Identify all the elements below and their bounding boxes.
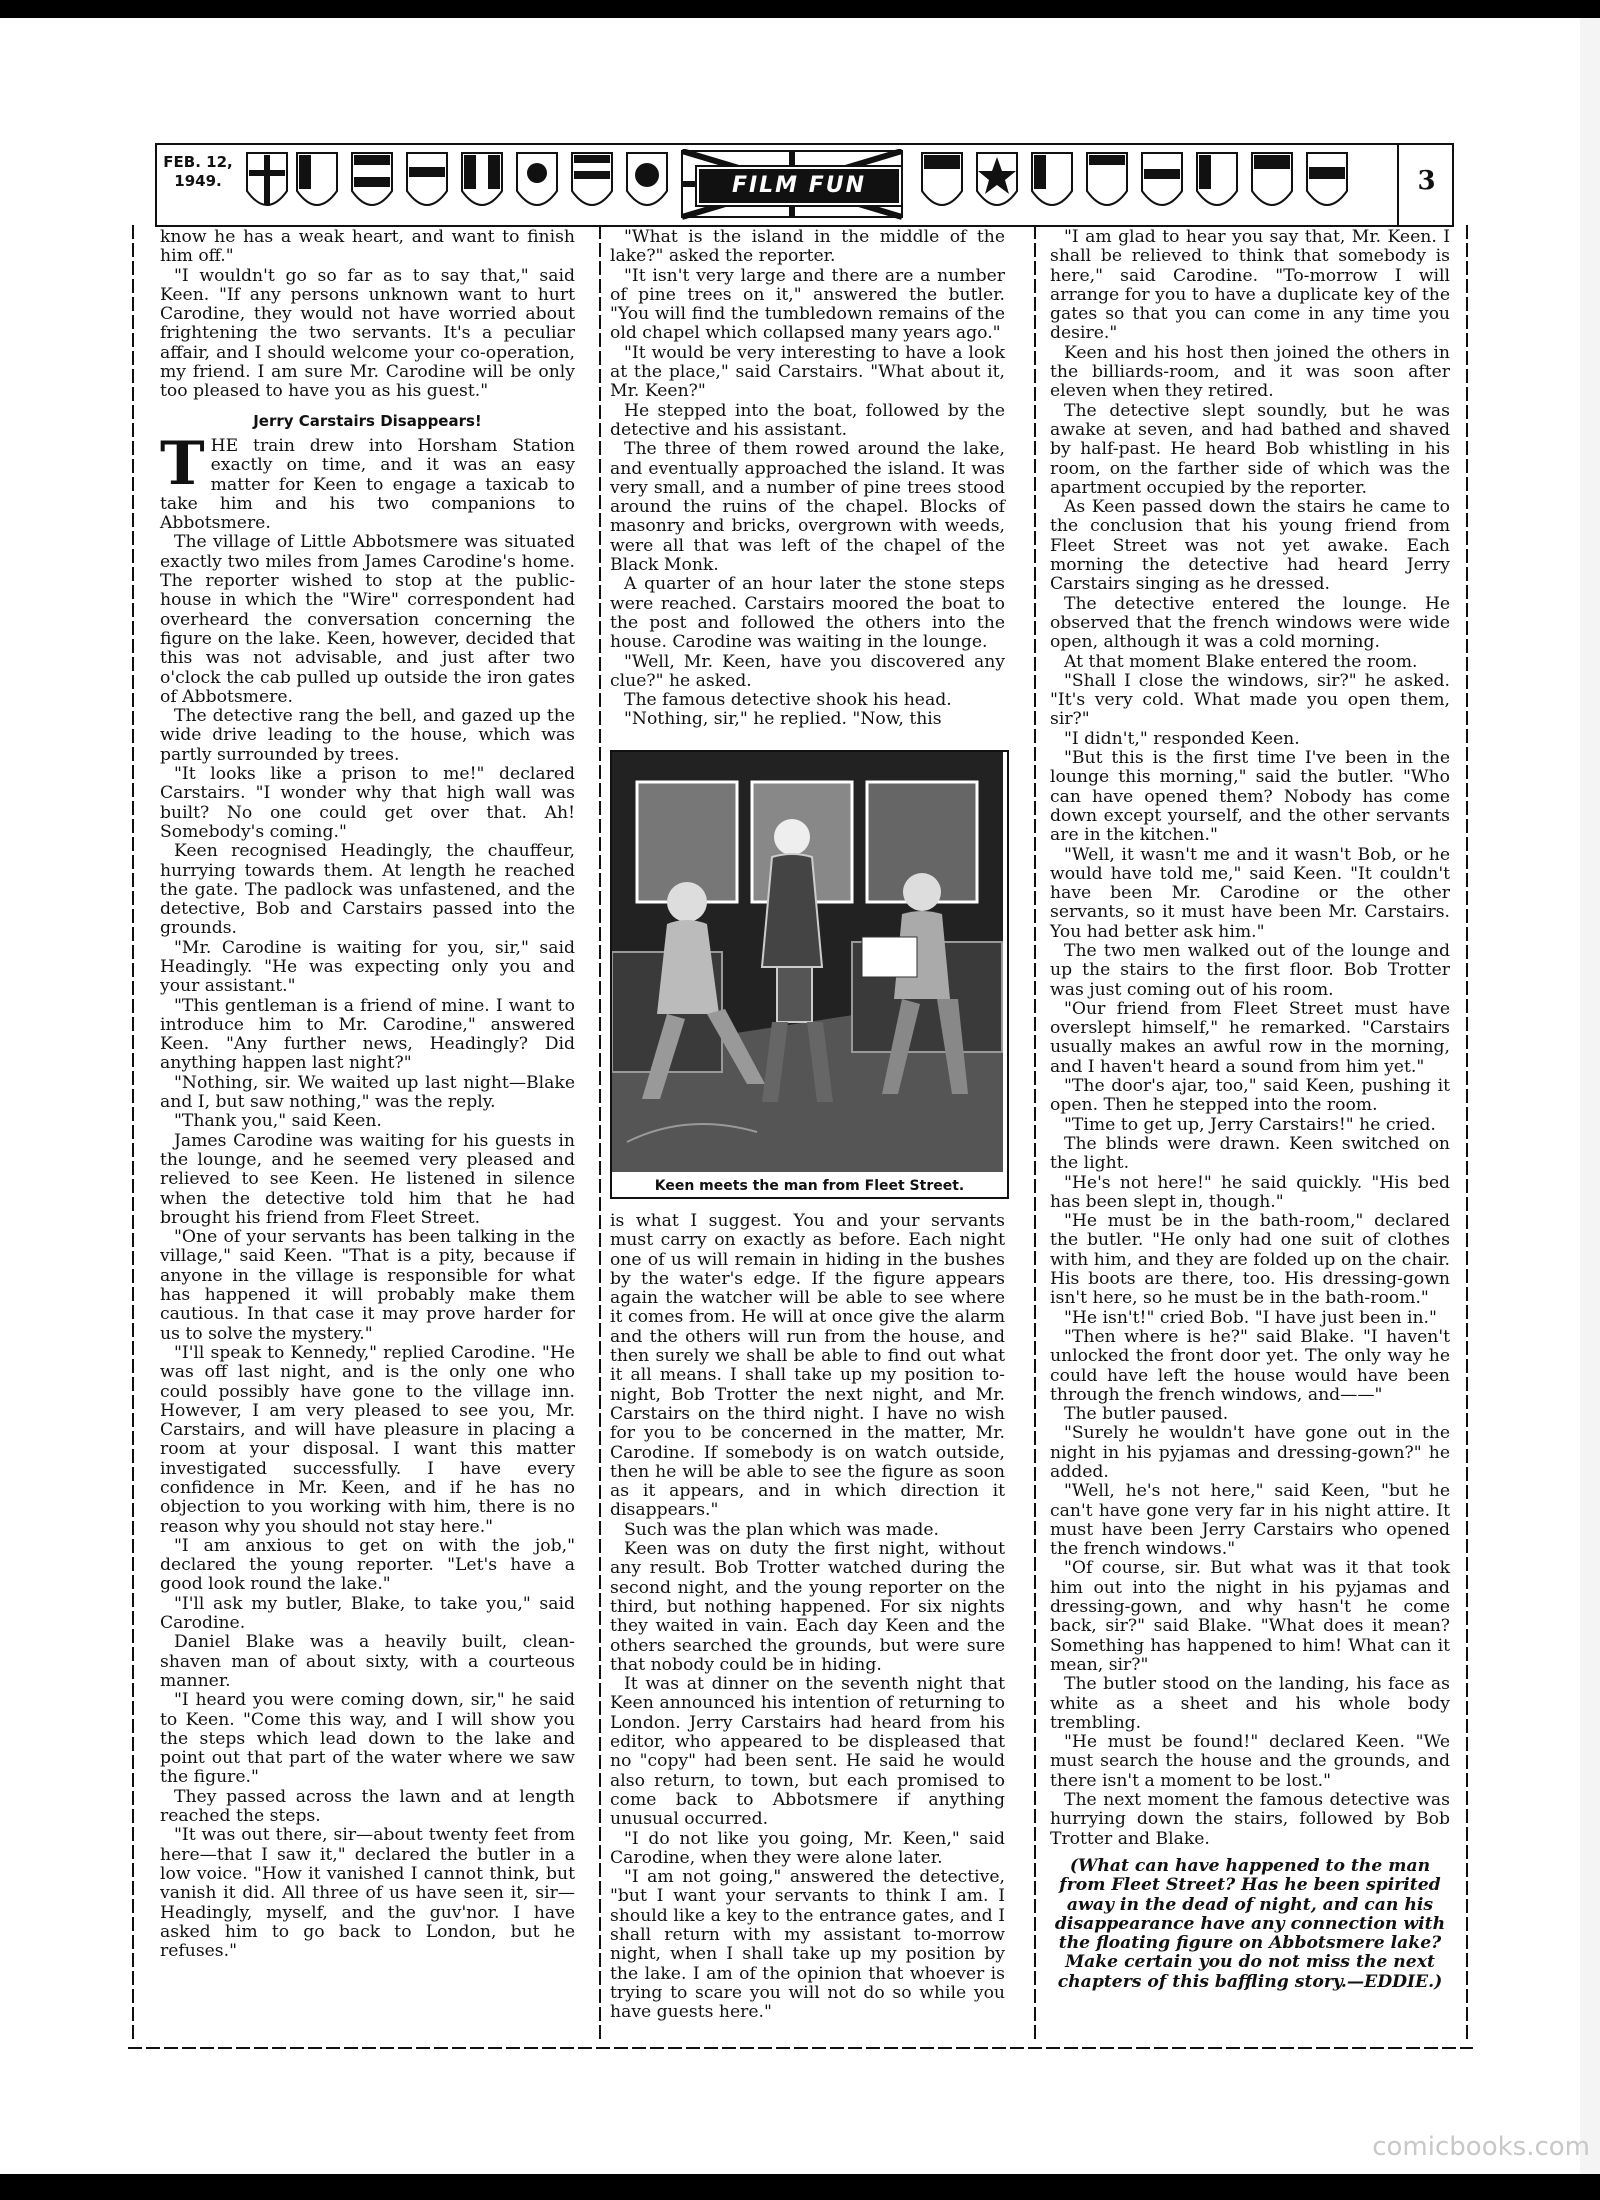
paragraph: The detective entered the lounge. He observed that the french windows were wide open, although it was a cold morning. <box>1050 593 1450 653</box>
paragraph: "Of course, sir. But what was it that took him out into the night in his pyjamas and dressing-gown, and why hasn't he come back, sir?" said Blake. "What does it mean? Something has happened to him! What can it mean, sir?" <box>1050 1558 1450 1675</box>
story-illustration <box>610 750 1009 1199</box>
article-column-2-bottom <box>610 1212 1005 2022</box>
column-rule-2 <box>1030 225 1040 2040</box>
paragraph: "Well, it wasn't me and it wasn't Bob, or he would have told me," said Keen. "It couldn't have been Mr. Carodine or the other servants, so it must have been Mr. Carstairs. You had better ask him." <box>1050 844 1450 942</box>
opening-paragraph <box>160 428 575 534</box>
paragraph: The next moment the famous detective was hurrying down the stairs, followed by Bob Trotter and Blake. <box>1050 1790 1450 1849</box>
paragraph: The detective rang the bell, and gazed up the wide drive leading to the house, which was partly surrounded by trees. <box>160 706 575 765</box>
paragraph: "I am anxious to get on with the job," declared the young reporter. "Let's have a good look round the lake." <box>160 1535 575 1595</box>
paragraph: "I'll ask my butler, Blake, to take you," said Carodine. <box>160 1593 575 1634</box>
paragraph: "Time to get up, Jerry Carstairs!" he cried. <box>1064 1114 1436 1135</box>
column-rule-1 <box>595 225 605 2040</box>
paragraph: The detective slept soundly, but he was awake at seven, and had bathed and shaved by half-past. He heard Bob whistling in his room, on the farther side of which was the apartment occupied by the reporter. <box>1050 400 1450 498</box>
paragraph: "Nothing, sir. We waited up last night—Blake and I, but saw nothing," was the reply. <box>160 1072 575 1113</box>
paragraph: The village of Little Abbotsmere was situated exactly two miles from James Carodine's home. The reporter wished to stop at the public-house in which the "Wire" correspondent had overheard the conversation concerning the figure on the lake. Keen, however, decided that this was not advisable, and just after two o'clock the cab pulled up outside the iron gates of Abbotsmere. <box>160 532 575 707</box>
paragraph: "Our friend from Fleet Street must have overslept himself," he remarked. "Carstairs usually makes an awful row in the morning, and I haven't heard a sound from him yet." <box>1050 998 1450 1077</box>
paragraph: "I am glad to hear you say that, Mr. Keen. I shall be relieved to think that somebody is here," said Carodine. "To-morrow I will arrange for you to have a duplicate key of the gates so that you can come in any time you desire." <box>1050 227 1450 344</box>
paragraph: "Thank you," said Keen. <box>174 1111 382 1132</box>
page-number: 3 <box>1397 145 1454 225</box>
article-column-2-top <box>610 228 1005 730</box>
bottom-scan-border <box>0 2174 1600 2200</box>
issue-date-year: 1949. <box>174 172 222 190</box>
paragraph: "Well, Mr. Keen, have you discovered any clue?" he asked. <box>610 651 1005 691</box>
paragraph: "It isn't very large and there are a number of pine trees on it," answered the butler. "You will find the tumbledown remains of the old chapel which collapsed many years ago." <box>610 265 1005 344</box>
paragraph: James Carodine was waiting for his guests in the lounge, and he seemed very pleased and relieved to see Keen. He listened in silence when the detective told him that he had brought his friend from Fleet Street. <box>160 1130 575 1228</box>
section-heading: Jerry Carstairs Disappears! <box>253 411 482 430</box>
right-ornament-rule <box>1462 225 1472 2040</box>
paragraph: "Surely he wouldn't have gone out in the night in his pyjamas and dressing-gown?" he added. <box>1050 1423 1450 1482</box>
paragraph: A quarter of an hour later the stone steps were reached. Carstairs moored the boat to the post and followed the others into the house. Carodine was waiting in the lounge. <box>610 574 1005 653</box>
paragraph: The three of them rowed around the lake, and eventually approached the island. It was very small, and a number of pine trees stood around the ruins of the chapel. Blocks of masonry and bricks, overgrown with weeds, were all that was left of the chapel of the Black Monk. <box>610 439 1005 576</box>
paragraph: The two men walked out of the lounge and up the stairs to the first floor. Bob Trotter was just coming out of his room. <box>1050 940 1450 1000</box>
paragraph: The butler paused. <box>1064 1404 1229 1425</box>
paragraph: "I wouldn't go so far as to say that," said Keen. "If any persons unknown want to hurt Carodine, they would not have worried about frightening the two servants. It's a peculiar affair, and I should welcome your co-operation, my friend. I am sure Mr. Carodine will be only too pleased to have you as his guest." <box>160 265 575 402</box>
issue-date-day: FEB. 12, <box>163 153 233 171</box>
paragraph: is what I suggest. You and your servants must carry on exactly as before. Each night one of us will remain in hiding in the bushes by the water's edge. If the figure appears again the watcher will be able to see where it comes from. He will at once give the alarm and the others will run from the house, and then surely we shall be able to find out what it all means. I shall take up my position to-night, Bob Trotter the next night, and Mr. Carstairs on the third night. I have no wish for you to be concerned in the matter, Mr. Carodine. If somebody is on watch outside, then he will be able to see the figure as soon as it appears, and in which direction it disappears." <box>610 1211 1005 1521</box>
paragraph: "It was out there, sir—about twenty feet from here—that I saw it," declared the butler in a low voice. "How it vanished I cannot think, but vanish it did. All three of us have seen it, sir—Headingly, myself, and the guv'nor. I have asked him to go back to London, but he refuses." <box>160 1825 575 1962</box>
paragraph: The famous detective shook his head. <box>624 690 952 711</box>
paragraph: "Mr. Carodine is waiting for you, sir," said Headingly. "He was expecting only you and your assistant." <box>160 937 575 997</box>
paragraph: "Shall I close the windows, sir?" he asked. "It's very cold. What made you open them, sir?" <box>1050 670 1450 730</box>
paragraph: "I do not like you going, Mr. Keen," said Carodine, when they were alone later. <box>610 1828 1005 1868</box>
paragraph: "Nothing, sir," he replied. "Now, this <box>624 709 942 730</box>
right-scan-edge <box>1580 18 1600 2174</box>
paragraph: "He's not here!" he said quickly. "His bed has been slept in, though." <box>1050 1172 1450 1212</box>
paragraph: Keen recognised Headingly, the chauffeur, hurrying towards them. At length he reached the gate. The padlock was unfastened, and the detective, Bob and Carstairs passed into the grounds. <box>160 841 575 939</box>
paragraph: As Keen passed down the stairs he came to the conclusion that his young friend from Fleet Street was not yet awake. Each morning the detective had heard Jerry Carstairs singing as he dressed. <box>1050 497 1450 595</box>
paragraph: "He must be in the bath-room," declared the butler. "He only had one suit of clothes with him, and they are folded up on the chair. His boots are there, too. His dressing-gown isn't here, so he must be in the bath-room." <box>1050 1211 1450 1309</box>
masthead <box>155 143 1454 227</box>
paragraph: know he has a weak heart, and want to finish him off." <box>160 227 575 267</box>
paragraph: "It would be very interesting to have a look at the place," said Carstairs. "What about it, Mr. Keen?" <box>610 342 1005 402</box>
paragraph: "He isn't!" cried Bob. "I have just been in." <box>1064 1307 1437 1328</box>
top-scan-border <box>0 0 1600 18</box>
bottom-ornament-rule <box>128 2040 1473 2056</box>
paragraph: The blinds were drawn. Keen switched on the light. <box>1050 1133 1450 1174</box>
paragraph: At that moment Blake entered the room. <box>1064 651 1418 672</box>
paragraph: "It looks like a prison to me!" declared Carstairs. "I wonder why that high wall was built? No one could get over that. Ah! Somebody's coming." <box>160 764 575 842</box>
paragraph: "I heard you were coming down, sir," he said to Keen. "Come this way, and I will show you the steps which lead down to the lake and point out that part of the water where we saw the figure." <box>160 1690 575 1788</box>
paragraph: Keen and his host then joined the others in the billiards-room, and it was soon after eleven when they retired. <box>1050 342 1450 402</box>
paragraph: "One of your servants has been talking in the village," said Keen. "That is a pity, because if anyone in the village is responsible for what has happened it will probably make them cautious. In that case it may prove harder for us to solve the mystery." <box>160 1227 575 1344</box>
paragraph: It was at dinner on the seventh night that Keen announced his intention of returning to London. Jerry Carstairs had heard from his editor, who appeared to be displeased that no "copy" had been sent. He said he would also return, to town, but each promised to come back to Abbotsmere if anything unusual occurred. <box>610 1674 1005 1830</box>
train-compartment-drawing <box>612 752 1003 1172</box>
left-ornament-rule <box>128 225 138 2040</box>
paragraph: "Well, he's not here," said Keen, "but he can't have gone very far in his night attire. It must have been Jerry Carstairs who opened the french windows." <box>1050 1481 1450 1560</box>
issue-date <box>159 153 237 213</box>
paragraph: "But this is the first time I've been in the lounge this morning," said the butler. "Who can have opened them? Nobody has come down except yourself, and the other servants are in the kitchen." <box>1050 748 1450 846</box>
paragraph: "The door's ajar, too," said Keen, pushing it open. Then he stepped into the room. <box>1050 1076 1450 1116</box>
article-column-1 <box>160 228 575 1961</box>
paragraph: Daniel Blake was a heavily built, clean-shaven man of about sixty, with a courteous manner. <box>160 1632 575 1691</box>
paragraph: "This gentleman is a friend of mine. I want to introduce him to Mr. Carodine," answered Keen. "Any further news, Headingly? Did anything happen last night?" <box>160 995 575 1074</box>
paragraph: "What is the island in the middle of the lake?" asked the reporter. <box>610 227 1005 267</box>
site-watermark: comicbooks.com <box>1372 2132 1590 2162</box>
article-column-3 <box>1050 228 1450 1992</box>
paragraph: Keen was on duty the first night, without any result. Bob Trotter watched during the second night, and the young reporter on the third, but nothing happened. For six nights they waited in vain. Each day Keen and the others searched the grounds, but were sure that nobody could be in hiding. <box>610 1539 1005 1675</box>
masthead-title: FILM FUN <box>697 167 901 205</box>
paragraph: Such was the plan which was made. <box>624 1519 939 1540</box>
opening-text: HE train drew into Horsham Station exactly on time, and it was an easy matter for Keen to engage a taxicab to take him and his two companions to Abbotsmere. <box>160 435 575 534</box>
paragraph: "He must be found!" declared Keen. "We must search the house and the grounds, and there isn't a moment to be lost." <box>1050 1732 1450 1791</box>
paragraph: "I am not going," answered the detective, "but I want your servants to think I am. I should like a key to the entrance gates, and I shall return with my assistant to-morrow night, when I shall take up my position by the lake. I am of the opinion that whoever is trying to scare you will not do so while you have guests here." <box>610 1867 1005 2023</box>
next-episode-teaser: (What can have happened to the man from Fleet Street? Has he been spirited away in the dead of night, and can his disappearance have any connection with the floating figure on Abbotsmere lake? Make certain you do not miss the next chapters of this baffling story.—EDDIE.) <box>1054 1855 1446 1992</box>
paragraph: They passed across the lawn and at length reached the steps. <box>160 1786 575 1827</box>
paragraph: "I'll speak to Kennedy," replied Carodine. "He was off last night, and is the only one who could possibly have gone to the village inn. However, I am very pleased to see you, Mr. Carstairs, and will have pleasure in placing a room at your disposal. I want this matter investigated successfully. I have every confidence in Mr. Keen, and if he has no objection to you working with him, there is no reason why you should not stay here." <box>160 1342 575 1537</box>
paragraph: "Then where is he?" said Blake. "I haven't unlocked the front door yet. The only way he could have left the house would have been through the french windows, and——" <box>1050 1326 1450 1405</box>
paragraph: "I didn't," responded Keen. <box>1064 728 1300 749</box>
paragraph: He stepped into the boat, followed by the detective and his assistant. <box>610 400 1005 440</box>
illustration-caption: Keen meets the man from Fleet Street. <box>654 1178 965 1194</box>
paragraph: The butler stood on the landing, his face as white as a sheet and his whole body trembling. <box>1050 1674 1450 1733</box>
drop-cap: T <box>160 428 205 499</box>
